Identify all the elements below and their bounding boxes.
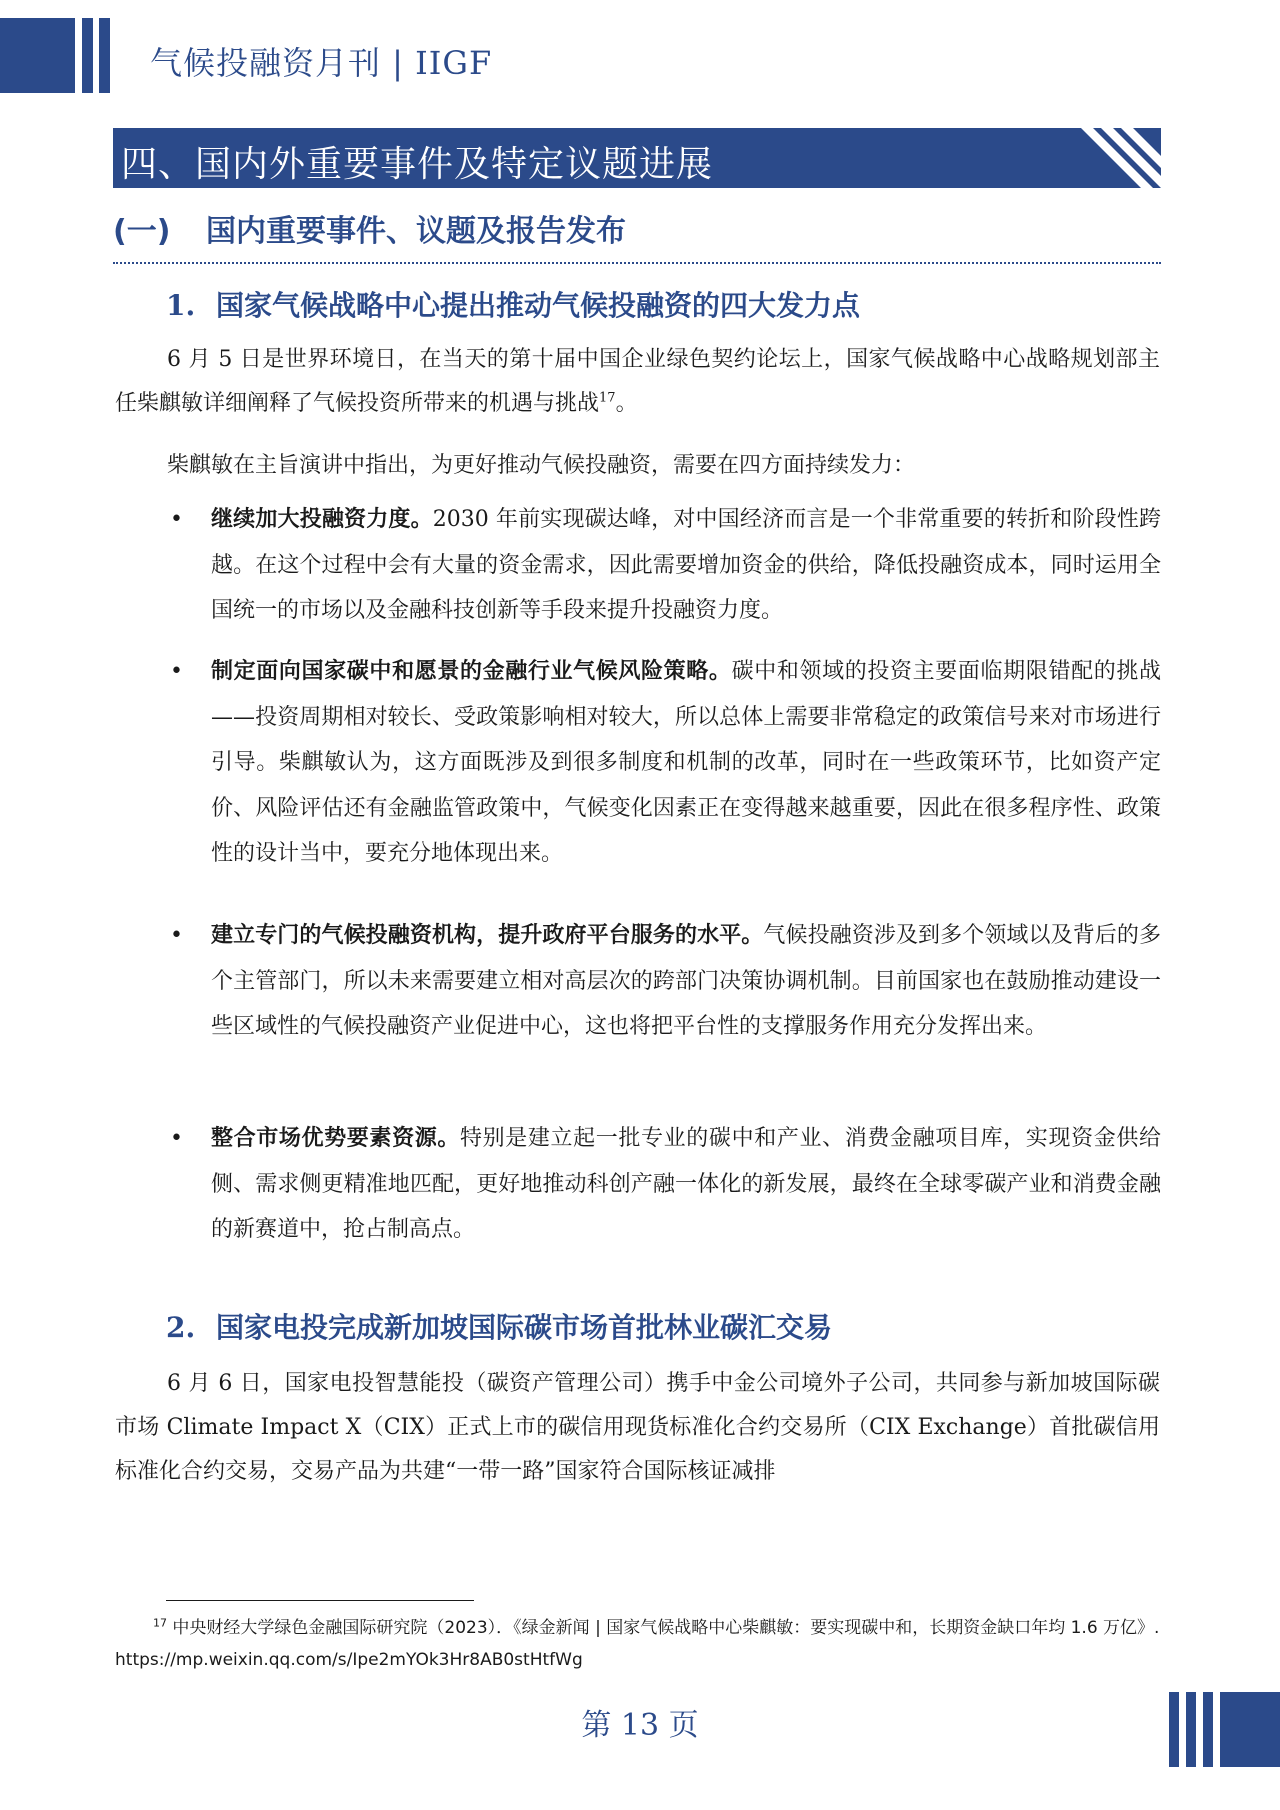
bullet-text: 2030 年前实现碳达峰，对中国经济而言是一个非常重要的转折和阶段性跨越。在这个过程中会有大量的资金需求，因此需要增加资金的供给，降低投融资成本，同时运用全国统一的市场以及金融科技创新等手段来提升投融资力度。 — [211, 507, 1161, 623]
dotted-divider — [113, 262, 1161, 264]
bullet-text: 碳中和领域的投资主要面临期限错配的挑战——投资周期相对较长、受政策影响相对较大，所以总体上需要非常稳定的政策信号来对市场进行引导。柴麒敏认为，这方面既涉及到很多制度和机制的改革，同时在一些政策环节，比如资产定价、风险评估还有金融监管政策中，气候变化因素正在变得越来越重要，因此在很多程序性、政策性的设计当中，要充分地体现出来。 — [211, 659, 1161, 866]
bullet-item — [211, 913, 1161, 1050]
header-title: 气候投融资月刊 | IIGF — [150, 44, 493, 82]
item1-title: 国家气候战略中心提出推动气候投融资的四大发力点 — [216, 289, 861, 322]
section-title: 四、国内外重要事件及特定议题进展 — [121, 144, 714, 185]
bullet-item — [211, 649, 1161, 877]
subsection-title: 国内重要事件、议题及报告发布 — [206, 214, 626, 249]
item1-paragraph-1-text: 6 月 5 日是世界环境日，在当天的第十届中国企业绿色契约论坛上，国家气候战略中心战略规划部主任柴麒敏详细阐释了气候投资所带来的机遇与挑战 — [115, 347, 1160, 416]
item2-heading — [166, 1306, 832, 1346]
diagonal-stripes-icon — [1081, 128, 1161, 188]
bullet-item — [211, 1116, 1161, 1253]
footnote-text[interactable]: 中央财经大学绿色金融国际研究院（2023）．《绿金新闻 | 国家气候战略中心柴麒敏：要实现碳中和，长期资金缺口年均 1.6 万亿》. https://mp.weixin.qq.com/s/Ipe2mYOk3Hr8AB0stHtfWg — [115, 1618, 1160, 1670]
footnote-rule — [166, 1600, 474, 1601]
item1-paragraph-2: 柴麒敏在主旨演讲中指出，为更好推动气候投融资，需要在四方面持续发力： — [167, 453, 916, 478]
footnote-mark: 17 — [153, 1616, 167, 1630]
bullet-bold: 建立专门的气候投融资机构，提升政府平台服务的水平。 — [211, 923, 764, 948]
section-title-bar — [113, 128, 1161, 188]
subsection-heading — [113, 206, 626, 250]
item2-paragraph-1: 6 月 6 日，国家电投智慧能投（碳资产管理公司）携手中金公司境外子公司，共同参与新加坡国际碳市场 Climate Impact X（CIX）正式上市的碳信用现货标准化合约交易所（CIX Exchange）首批碳信用标准化合约交易，交易产品为共建“一带一路”国家符合国际核证减排 — [115, 1371, 1160, 1484]
bullet-text: 气候投融资涉及到多个领域以及背后的多个主管部门，所以未来需要建立相对高层次的跨部门决策协调机制。目前国家也在鼓励推动建设一些区域性的气候投融资产业促进中心，这也将把平台性的支撑服务作用充分发挥出来。 — [211, 923, 1161, 1039]
bullet-bold: 制定面向国家碳中和愿景的金融行业气候风险策略。 — [211, 659, 732, 684]
bullet-icon: • — [170, 507, 183, 532]
bullet-icon: • — [170, 923, 183, 948]
footnote — [115, 1612, 1160, 1676]
item1-heading — [166, 284, 860, 324]
item2-title: 国家电投完成新加坡国际碳市场首批林业碳汇交易 — [216, 1311, 833, 1344]
item1-paragraph-1 — [115, 338, 1160, 426]
item1-number: 1. — [166, 289, 196, 322]
item1-paragraph-1-end: 。 — [615, 391, 638, 416]
bullet-item — [211, 497, 1161, 634]
footnote-ref[interactable]: 17 — [599, 390, 616, 406]
item2-number: 2. — [166, 1311, 196, 1344]
bullet-icon: • — [170, 659, 183, 684]
page-number: 第 13 页 — [581, 1708, 699, 1743]
bullet-bold: 整合市场优势要素资源。 — [211, 1126, 460, 1151]
bullet-text: 特别是建立起一批专业的碳中和产业、消费金融项目库，实现资金供给侧、需求侧更精准地匹配，更好地推动科创产融一体化的新发展，最终在全球零碳产业和消费金融的新赛道中，抢占制高点。 — [211, 1126, 1161, 1242]
bullet-bold: 继续加大投融资力度。 — [211, 507, 433, 532]
bullet-icon: • — [170, 1126, 183, 1151]
subsection-number: (一) — [113, 214, 171, 249]
